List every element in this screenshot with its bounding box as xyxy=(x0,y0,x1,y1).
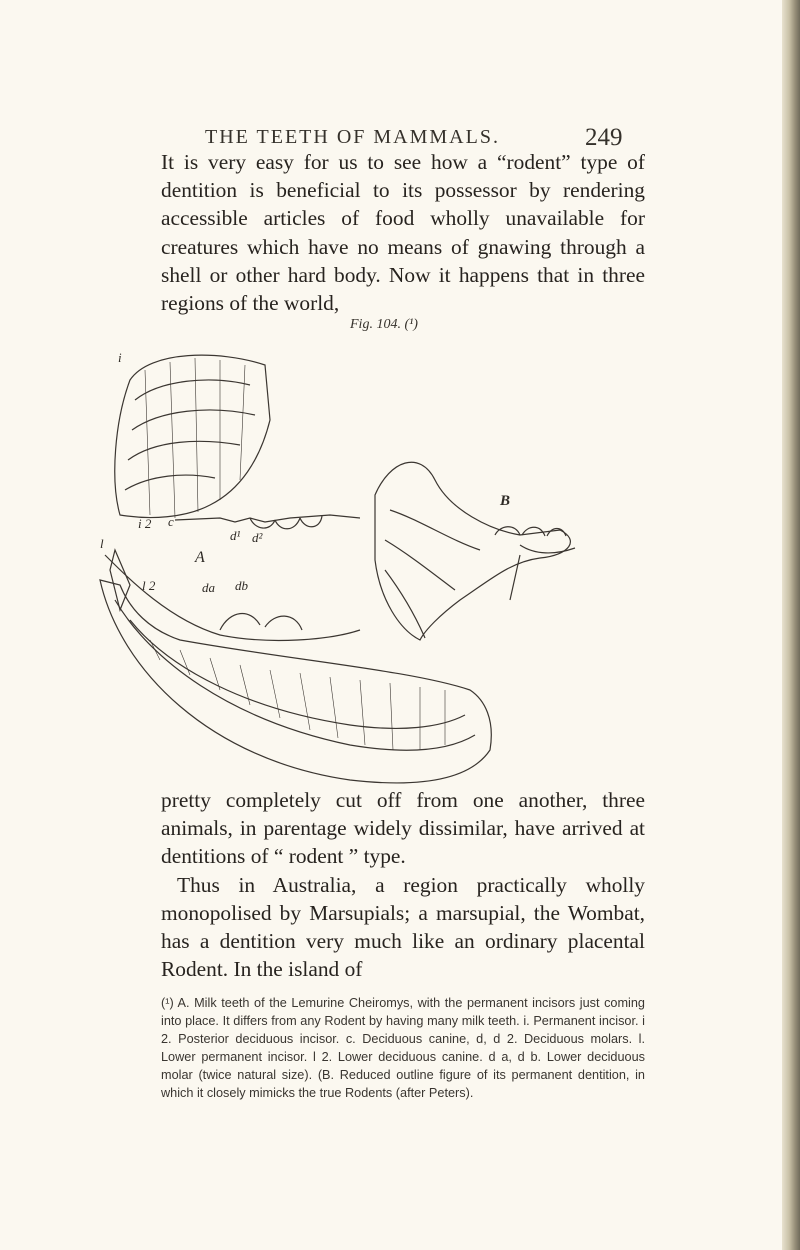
label-l2: l 2 xyxy=(142,578,156,593)
lower-incisor xyxy=(105,555,360,640)
label-c: c xyxy=(168,514,174,529)
label-d1: d¹ xyxy=(230,528,241,543)
label-i: i xyxy=(118,350,122,365)
rodent-skull-outline-b xyxy=(375,462,570,640)
label-db: db xyxy=(235,578,248,593)
label-l: l xyxy=(100,536,104,551)
page-edge xyxy=(782,0,800,1250)
label-B: B xyxy=(500,493,511,509)
page-header xyxy=(205,124,623,151)
running-head: THE TEETH OF MAMMALS. xyxy=(205,126,500,148)
footnote: (¹) A. Milk teeth of the Lemurine Cheiromys, with the permanent incisors just coming into place. It differs from any Rodent by having many milk teeth. i. Permanent incisor. i 2. Posterior deciduous incisor. c. Deciduous canine, d, d 2. Deciduous molars. l. Lower permanent incisor. l 2. Lower deciduous canine. d a, d b. Lower deciduous molar (twice natural size). (B. Reduced outline figure of its permanent dentition, in which it closely mimicks the true Rodents (after Peters). xyxy=(161,996,645,1101)
label-da: da xyxy=(202,580,215,595)
upper-jaw-outline xyxy=(115,355,270,517)
paragraph-continued-a: pretty completely cut off from one another, three animals, in parentage widely dissimilar, have arrived at dentitions of “ rodent ” type. xyxy=(161,788,645,869)
label-i2: i 2 xyxy=(138,516,152,531)
skull-teeth-figure xyxy=(90,340,610,800)
paragraph-continued xyxy=(161,786,645,983)
label-d2: d² xyxy=(252,530,263,545)
lower-jaw-outline xyxy=(100,580,491,783)
figure-caption: Fig. 104. (¹) xyxy=(350,317,418,332)
page-number: 249 xyxy=(585,124,623,151)
label-A: A xyxy=(195,549,205,566)
paragraph-intro: It is very easy for us to see how a “rodent” type of dentition is beneficial to its possessor by rendering accessible articles of food wholly unavailable for creatures which have no means of gnawing through a shell or other hard body. Now it happens that in three regions of the world, xyxy=(161,150,645,316)
paragraph-australia: Thus in Australia, a region practically wholly monopolised by Marsupials; a marsupial, the Wombat, has a dentition very much like an ordinary placental Rodent. In the island of xyxy=(161,872,645,982)
upper-teeth xyxy=(175,515,360,522)
